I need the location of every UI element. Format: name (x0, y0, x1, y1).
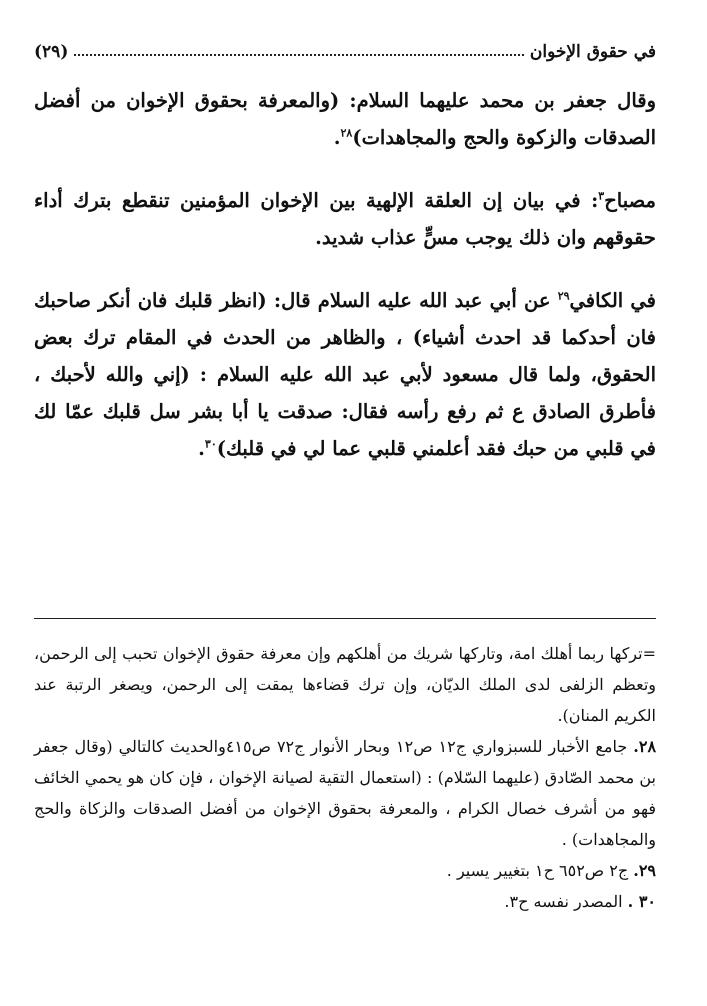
footnote-divider (34, 618, 656, 619)
paragraph-3-end: . (198, 437, 205, 460)
footnotes (34, 638, 656, 917)
footnote-continuation: =تركها ربما أهلك امة، وتاركها شريك من أهلكهم وإن معرفة حقوق الإخوان تحبب إلى الرحمن، وتعظم الزلفى لدى الملك الديّان، وإن ترك قضاءها يمقت إلى الرحمن، ويصغر الرتبة عند الكريم المنان). (34, 644, 656, 725)
footnote-30 (34, 886, 656, 917)
page-number: (٢٩) (34, 42, 69, 62)
paragraph-2-text: : في بيان إن العلقة الإلهية بين الإخوان المؤمنين تنقطع بترك أداء حقوقهم وان ذلك يوجب مسٍّ عذاب شديد. (34, 189, 656, 249)
paragraph-1-end: . (333, 126, 341, 149)
paragraph-2 (34, 182, 656, 256)
footnote-28-number: ٢٨. (633, 737, 657, 756)
header-dot-leader (74, 54, 524, 56)
paragraph-3 (34, 282, 656, 467)
footnote-ref-30: ٣٠ (204, 437, 217, 451)
footnote-30-text: المصدر نفسه ح٣. (504, 892, 628, 911)
footnote-29-text: ج٢ ص٦٥٢ ح١ بتغيير يسير . (446, 861, 634, 880)
footnote-30-number: ٣٠ . (627, 892, 656, 911)
paragraph-3-start: في الكافي (569, 289, 657, 312)
header-title: في حقوق الإخوان (529, 42, 656, 62)
paragraph-3-text: عن أبي عبد الله عليه السلام قال: (انظر قلبك فان أنكر صاحبك فان أحدكما قد احدث أشياء) ، والظاهر من الحدث في المقام ترك بعض الحقوق، ولما قال مسعود لأبي عبد الله عليه السلام : (إني والله لأحبك ، فأطرق الصادق ع ثم رفع رأسه فقال: صدقت يا أبا بشر سل قلبك عمّا لك في قلبي من حبك فقد أعلمني قلبي عما لي في قلبك) (34, 289, 656, 460)
footnote-29-number: ٢٩. (633, 861, 656, 880)
paragraph-1-text: وقال جعفر بن محمد عليهما السلام: (والمعرفة بحقوق الإخوان من أفضل الصدقات والزكوة والحج والمجاهدات) (34, 89, 656, 149)
main-text (34, 82, 656, 467)
footnote-ref-29: ٢٩ (557, 289, 570, 303)
footnote-28 (34, 731, 656, 855)
footnote-ref-3: ٣ (598, 189, 605, 203)
footnote-29 (34, 855, 656, 886)
book-page (34, 28, 657, 911)
misbah-label: مصباح (604, 189, 656, 212)
footnote-28-text: جامع الأخبار للسبزواري ج١٢ ص١٢ وبحار الأنوار ج٧٢ ص٤١٥والحديث كالتالي (وقال جعفر بن محمد الصّادق (عليهما السّلام) : (استعمال التقية لصيانة الإخوان ، فإن كان هو يحمي الخائف فهو من أشرف خصال الكرام ، والمعرفة بحقوق الإخوان من أفضل الصدقات والزكاة والحج والمجاهدات) . (34, 737, 657, 849)
running-header (34, 28, 656, 62)
paragraph-1 (34, 82, 656, 156)
footnote-ref-28: ٢٨ (340, 126, 353, 140)
